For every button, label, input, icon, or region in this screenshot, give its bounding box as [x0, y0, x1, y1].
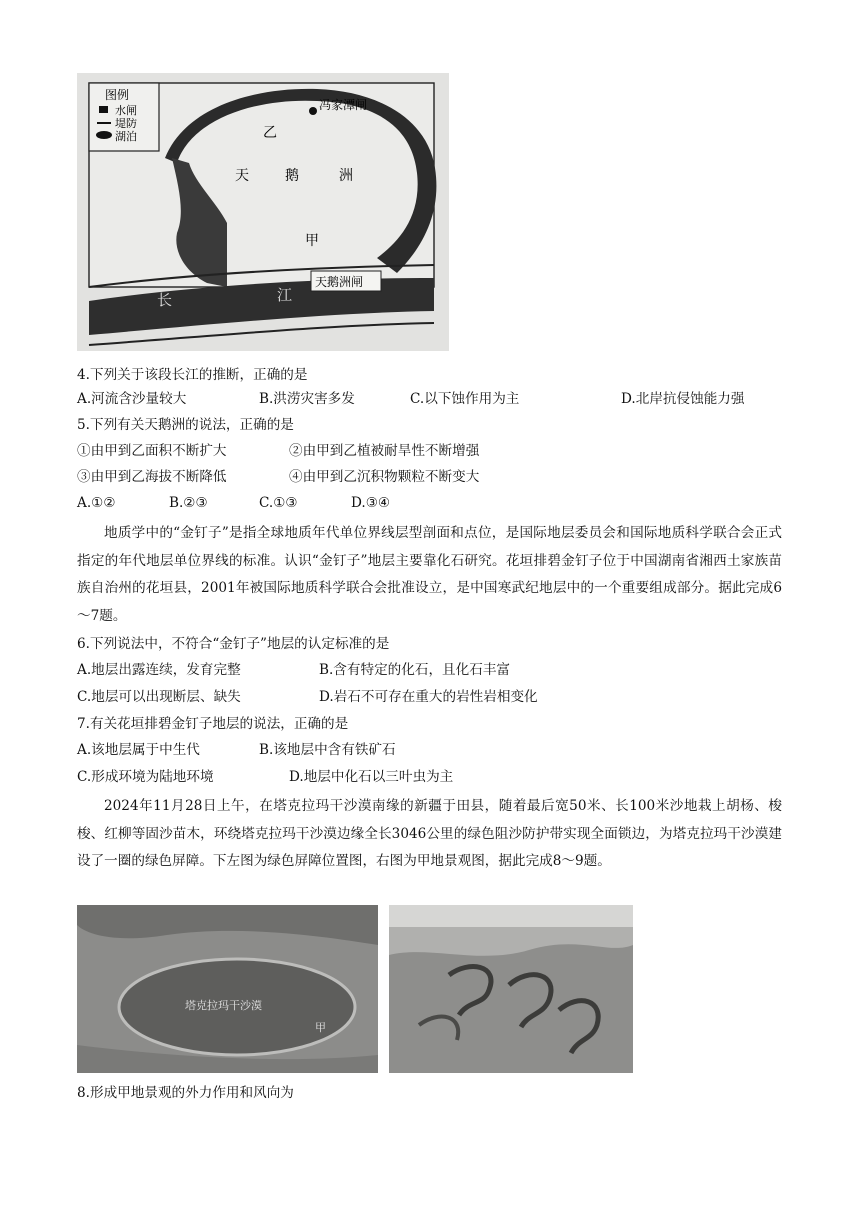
question-6-options-row1 — [77, 660, 782, 680]
option-d: D.北岸抗侵蚀能力强 — [621, 391, 745, 407]
passage-golden-spike: 地质学中的“金钉子”是指全球地质年代单位界线层型剖面和点位，是国际地层委员会和国际地质科学联合会正式指定的年代地层单位界线的标准。认识“金钉子”地层主要靠化石研究。花垣排碧金钉子位于中国湖南省湘西土家族苗族自治州的花垣县，2001年被国际地质科学联合会批准设立，是中国寒武纪地层中的一个重要组成部分。据此完成6～7题。 — [77, 525, 782, 624]
question-8-stem: 8.形成甲地景观的外力作用和风向为 — [77, 1085, 294, 1101]
question-6-stem: 6.下列说法中，不符合“金钉子”地层的认定标准的是 — [77, 636, 390, 652]
question-4-stem: 4.下列关于该段长江的推断，正确的是 — [77, 367, 308, 383]
option-c: C.①③ — [259, 495, 298, 511]
option-b: B.②③ — [169, 495, 208, 511]
statement-2: ②由甲到乙植被耐旱性不断增强 — [289, 443, 480, 459]
question-5-stem: 5.下列有关天鹅洲的说法，正确的是 — [77, 417, 294, 433]
label-jia: 甲 — [305, 233, 319, 249]
option-a: A.①② — [77, 495, 116, 511]
option-d: D.地层中化石以三叶虫为主 — [289, 769, 454, 785]
option-c: C.地层可以出现断层、缺失 — [77, 689, 241, 705]
river-label: 长 — [157, 291, 173, 309]
gate-label-bottom: 天鹅洲闸 — [315, 275, 364, 289]
label-yi: 乙 — [263, 125, 277, 141]
statement-1: ①由甲到乙面积不断扩大 — [77, 443, 227, 459]
legend-item: 堤防 — [115, 117, 137, 130]
gate-marker-top — [309, 107, 317, 115]
legend-item: 湖泊 — [115, 130, 137, 143]
question-5-statements-row2 — [77, 467, 782, 487]
statement-4: ④由甲到乙沉积物颗粒不断变大 — [289, 469, 480, 485]
question-7-options-row2 — [77, 767, 782, 787]
option-c: C.形成环境为陆地环境 — [77, 769, 214, 785]
option-d: D.岩石不可存在重大的岩性岩相变化 — [319, 689, 538, 705]
island-label: 洲 — [339, 168, 353, 184]
option-a: A.河流含沙量较大 — [77, 391, 187, 407]
option-a: A.地层出露连续，发育完整 — [77, 662, 241, 678]
statement-3: ③由甲到乙海拔不断降低 — [77, 469, 227, 485]
question-5-options — [77, 493, 782, 513]
passage-taklimakan: 2024年11月28日上午，在塔克拉玛干沙漠南缘的新疆于田县，随着最后宽50米、长100米沙地栽上胡杨、梭梭、红柳等固沙苗木，环绕塔克拉玛干沙漠边缘全长3046公里的绿色阻沙防护带实现全面锁边，为塔克拉玛干沙漠建设了一圈的绿色屏障。下左图为绿色屏障位置图，右图为甲地景观图，据此完成8～9题。 — [77, 798, 782, 869]
map-figure — [77, 73, 449, 351]
tianezhou-map — [77, 73, 449, 351]
option-c: C.以下蚀作用为主 — [410, 391, 520, 407]
label-jia: 甲 — [315, 1021, 326, 1034]
option-b: B.含有特定的化石，且化石丰富 — [319, 662, 511, 678]
desert-label: 塔克拉玛干沙漠 — [185, 999, 262, 1012]
question-4-options — [77, 389, 782, 409]
island-label: 鹅 — [285, 168, 299, 184]
island-label: 天 — [235, 168, 249, 184]
option-b: B.洪涝灾害多发 — [259, 391, 355, 407]
legend-item: 水闸 — [115, 104, 137, 117]
dune-landscape-photo — [389, 905, 633, 1073]
question-6-options-row2 — [77, 687, 782, 707]
option-d: D.③④ — [351, 495, 391, 511]
question-7-options-row1 — [77, 740, 782, 760]
question-7-stem: 7.有关花垣排碧金钉子地层的说法，正确的是 — [77, 716, 349, 732]
river-label: 江 — [277, 286, 293, 304]
option-b: B.该地层中含有铁矿石 — [259, 742, 396, 758]
legend-title: 图例 — [105, 88, 130, 102]
option-a: A.该地层属于中生代 — [77, 742, 200, 758]
green-barrier-location-map — [77, 905, 378, 1073]
gate-label-top: 冯家潭闸 — [319, 98, 368, 112]
question-5-statements-row1 — [77, 441, 782, 461]
